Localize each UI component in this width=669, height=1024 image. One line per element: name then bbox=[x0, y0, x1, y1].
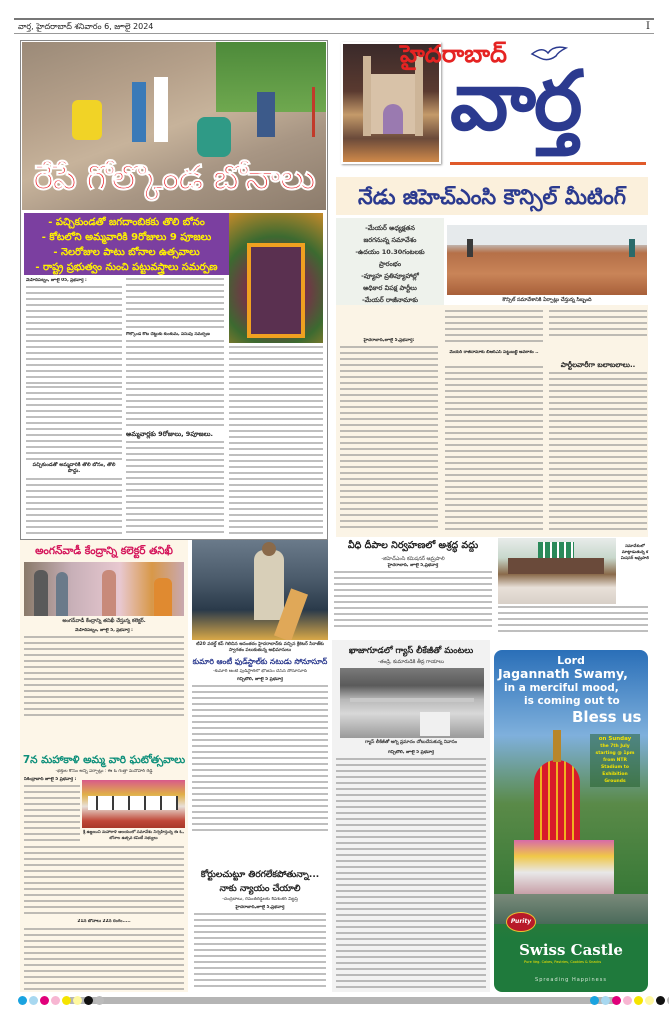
streetlight-dateline: హైదరాబాద్, జూలై 5,ప్రభవార్త bbox=[387, 563, 439, 568]
streetlight-headline: వీధి దీపాల నిర్వహణలో అశ్రద్ధ వద్దు bbox=[347, 540, 479, 551]
lead-body-col3 bbox=[229, 346, 323, 536]
streetlight-photo-caption: సమావేశంలో మాట్లాడుతున్న కమిషనర్ ఆమ్రపాలి bbox=[620, 543, 650, 560]
anganwadi-dateline: మెహిదీపట్నం, జూలై 5, ప్రభవార్త : bbox=[75, 628, 133, 633]
ad-detail: from NTR bbox=[603, 758, 627, 763]
mahakali-photo-caption: శ్రీ ఉజ్జయిని మహాకాళి ఆలయంలో సమావేశం నిర్వహిస్తున్న ఈ ఓ, బోనాల ఉత్సవ కమిటీ సభ్యులు bbox=[83, 829, 184, 840]
color-dot-light-yellow bbox=[645, 996, 654, 1005]
council-dateline: హైదరాబాద్,జూలై 5,ప్రభవార్త: bbox=[363, 338, 415, 343]
purity-logo: Purity bbox=[506, 912, 536, 932]
swiss-castle-ad[interactable] bbox=[494, 650, 648, 992]
court-subline: -చంద్రబాబు, రేవంత్‌రెడ్డిలకు శివశంకర్ విజ్ఞప్తి bbox=[222, 897, 298, 902]
masthead-underline bbox=[450, 162, 646, 165]
anganwadi-photo bbox=[24, 562, 184, 616]
highlight-line: జరగనున్న సమావేశం bbox=[363, 236, 417, 244]
council-body-col2b bbox=[445, 366, 543, 532]
gas-dateline: గచ్చిబౌలి, జూలై 5 ప్రభవార్త bbox=[388, 750, 434, 755]
sonusood-dateline: గచ్చిబౌలి, జూలై 5 ప్రభవార్త bbox=[237, 677, 283, 682]
ad-line-3: in a merciful mood, bbox=[504, 682, 619, 694]
dateline: వార్త, హైదరాబాద్ శనివారం 6, జూలై 2024 bbox=[18, 22, 154, 31]
council-headline: నేడు జిహెచ్ఎంసి కౌన్సిల్ మీటింగ్ bbox=[357, 185, 627, 209]
registration-bar bbox=[70, 997, 615, 1004]
color-dot-cyan bbox=[18, 996, 27, 1005]
golconda-steps-photo bbox=[22, 42, 326, 210]
color-dot-gray bbox=[95, 996, 104, 1005]
sonusood-subline: -కుమారి ఆంటీ ఫుడ్‌స్టాల్‌లో భోజనం చేసిన సోనూసూద్ bbox=[212, 669, 308, 674]
mahakali-subhead: 21న బోనాలు 22న రంగం..... bbox=[77, 919, 131, 924]
mahakali-headline: 7న మహాకాళి అమ్మ వారి ఘటోత్సవాలు bbox=[22, 754, 186, 766]
gas-subline: -తండ్రి, కుమారుడికి తీవ్ర గాయాలు bbox=[378, 659, 444, 665]
cricket-photo-caption: టి20 వరల్డ్ కప్ గెలిచిన అనంతరం హైదరాబాద్‌కు వచ్చిన క్రికెటర్ సిరాజ్‌కు స్వాగతం పలుకుతున్న అభిమానులు bbox=[196, 642, 324, 653]
color-dot-black bbox=[84, 996, 93, 1005]
chariot-flower-frame bbox=[514, 840, 614, 894]
streetlight-subline: -జిహెచ్ఎంసి కమిషనర్ ఆమ్రపాలి bbox=[381, 556, 445, 562]
bullet-3: - నెలరోజుల పాటు బోనాల ఉత్సవాలు bbox=[53, 247, 200, 258]
ad-line-1: Lord bbox=[557, 654, 585, 667]
color-dot-black bbox=[656, 996, 665, 1005]
ad-slogan: Spreading Happiness bbox=[535, 977, 607, 983]
gas-body bbox=[336, 758, 486, 990]
ad-detail: on Sunday bbox=[598, 736, 632, 742]
goddess-idol-photo bbox=[229, 213, 323, 343]
color-dot-light-magenta bbox=[51, 996, 60, 1005]
brand-tagline: Pure Veg. Cakes, Pastries, Cookies & Snacks bbox=[524, 960, 602, 964]
color-dot-magenta bbox=[612, 996, 621, 1005]
highlight-line: -వ్యూహ ప్రతివ్యూహాల్లో bbox=[361, 272, 419, 280]
ad-detail: the 7th July bbox=[600, 744, 630, 749]
ad-line-2: Jagannath Swamy, bbox=[498, 666, 628, 681]
ad-line-4: is coming out to bbox=[524, 695, 620, 707]
gas-kitchen-photo bbox=[340, 668, 484, 738]
lead-subhead-2: గోల్కొండ కోట చెట్టుకు కుంకుమ, పసుపు సమర్పణ bbox=[126, 332, 210, 337]
masthead-paper-name: వార్త bbox=[450, 54, 581, 149]
court-headline-line2: నాకు న్యాయం చేయాలి bbox=[219, 884, 301, 894]
sonusood-headline: కుమారి ఆంటీ ఫుడ్‌స్టాల్‌కు నటుడు సోనూసూద్ bbox=[192, 657, 328, 666]
highlight-line: -మేయర్ అధ్యక్షతన bbox=[365, 224, 415, 232]
council-body-col3b bbox=[549, 372, 647, 532]
lead-body-col2 bbox=[126, 278, 224, 330]
page-header bbox=[14, 18, 654, 34]
lead-body-col1c bbox=[26, 478, 122, 536]
lead-body-col2c bbox=[126, 441, 224, 536]
highlight-line: ప్రారంభం bbox=[378, 260, 402, 268]
mahakali-subline: -భక్తుల కోసం అన్ని ఏర్పాట్లు : ఈ ఓ గుత్తా మనోహర్ రెడ్డి bbox=[55, 769, 153, 774]
swiss-castle-logo: Swiss Castle bbox=[519, 941, 623, 959]
ad-detail: Grounds bbox=[604, 779, 626, 784]
council-body-col2a bbox=[445, 310, 543, 346]
mahakali-body-2 bbox=[24, 928, 184, 990]
color-dot-yellow bbox=[62, 996, 71, 1005]
anganwadi-body bbox=[24, 636, 184, 718]
streetlight-body-2 bbox=[498, 606, 648, 632]
color-dot-light-cyan bbox=[29, 996, 38, 1005]
commissioner-meeting-photo bbox=[498, 538, 616, 604]
council-photo-caption: కౌన్సిల్ సమావేశానికి ఏర్పాట్లు చేస్తున్న సిబ్బంది bbox=[502, 297, 592, 303]
anganwadi-headline: అంగన్‌వాడీ కేంద్రాన్ని కలెక్టర్ తనిఖీ bbox=[35, 545, 173, 557]
mahakali-body bbox=[24, 846, 184, 918]
mahakali-meeting-photo bbox=[82, 780, 185, 828]
court-body bbox=[194, 913, 326, 991]
lead-body-col2b bbox=[126, 340, 224, 428]
color-dot-light-magenta bbox=[623, 996, 632, 1005]
council-subhead-1: మేయర్ రాజీనామాకు బిఆర్ఎస్ పట్టుబట్టే అవకాశం .. bbox=[449, 350, 539, 355]
court-dateline: హైదరాబాద్,జూలై 5,ప్రభవార్త bbox=[235, 905, 285, 910]
color-dot-light-yellow bbox=[73, 996, 82, 1005]
color-dot-yellow bbox=[634, 996, 643, 1005]
mahakali-dateline: సికింద్రాబాద్ జూలై 5 ప్రభవార్త : bbox=[24, 777, 77, 782]
page-number: I bbox=[646, 21, 650, 32]
sonusood-body bbox=[192, 685, 328, 835]
chariot-dome-icon bbox=[534, 760, 580, 840]
council-body-col3a bbox=[549, 310, 647, 340]
highlight-line: అధికార విపక్ష పార్టీలు bbox=[363, 284, 417, 292]
mahakali-body-left bbox=[24, 785, 80, 845]
streetlight-body-1 bbox=[334, 571, 492, 631]
lead-headline: రేపే గోల్కొండ బోనాలు bbox=[33, 158, 315, 198]
lead-body-col1b bbox=[26, 386, 122, 460]
council-body-col1 bbox=[340, 346, 438, 532]
cricketer-welcome-photo bbox=[192, 540, 328, 640]
gas-headline: ఖాజాగూడలో గ్యాస్ లీకేజీతో మంటలు bbox=[348, 646, 474, 656]
highlight-line: -ఉదయం 10.30గంటలకు bbox=[355, 248, 425, 256]
lead-subhead-1: పచ్చికుండతో అమ్మవారికి తొలి బోనం, తొలి పొద్దు. bbox=[32, 462, 116, 475]
ad-line-5: Bless us bbox=[572, 708, 642, 726]
lead-dateline: మెహిదీపట్నం, జూలై 05, ప్రభవార్త : bbox=[26, 278, 87, 283]
color-dot-cyan bbox=[590, 996, 599, 1005]
ad-event-details bbox=[590, 734, 640, 787]
registration-marks-left bbox=[18, 995, 104, 1005]
color-dot-magenta bbox=[40, 996, 49, 1005]
masthead-city: హైదరాబాద్ bbox=[400, 40, 507, 68]
lead-subhead-3: అమ్మవార్లకు 9రోజులు, 9పూజలు. bbox=[126, 430, 213, 438]
highlight-line: -మేయర్ రాజీనామాకు bbox=[361, 296, 419, 304]
council-hall-photo bbox=[447, 225, 647, 295]
chariot-spire-icon bbox=[553, 730, 561, 762]
gas-photo-caption: గ్యాస్ లీకేజీతో అగ్ని ప్రమాదం చోటుచేసుకున్న నివాసం bbox=[364, 740, 458, 745]
ad-detail: starting @ 1pm bbox=[595, 751, 635, 756]
bullet-1: - పచ్చికుండతో జగదాంబికకు తొలి బోనం bbox=[48, 217, 205, 228]
registration-marks-right bbox=[590, 995, 669, 1005]
color-dot-light-cyan bbox=[601, 996, 610, 1005]
anganwadi-photo-caption: అంగన్‌వాడీ కేంద్రాన్ని తనిఖీ చేస్తున్న కలెక్టర్. bbox=[62, 618, 146, 624]
ad-detail: Stadium to bbox=[601, 765, 629, 770]
bullet-4: - రాష్ట్ర ప్రభుత్వం నుంచి పట్టువస్త్రాలు సమర్పణ bbox=[35, 262, 218, 273]
bullet-2: - కోటలోని అమ్మవారికి 9రోజులు 9 పూజలు bbox=[41, 232, 212, 243]
ad-detail: Exhibition bbox=[602, 772, 628, 777]
court-headline-line1: కోర్టులచుట్టూ తిరగలేకపోతున్నా... bbox=[200, 870, 320, 880]
lead-body-col1 bbox=[26, 286, 122, 384]
lead-bullets-box bbox=[24, 213, 229, 275]
council-subhead-2: పార్టీలవారీగా బలాబలాలు.. bbox=[560, 361, 636, 369]
